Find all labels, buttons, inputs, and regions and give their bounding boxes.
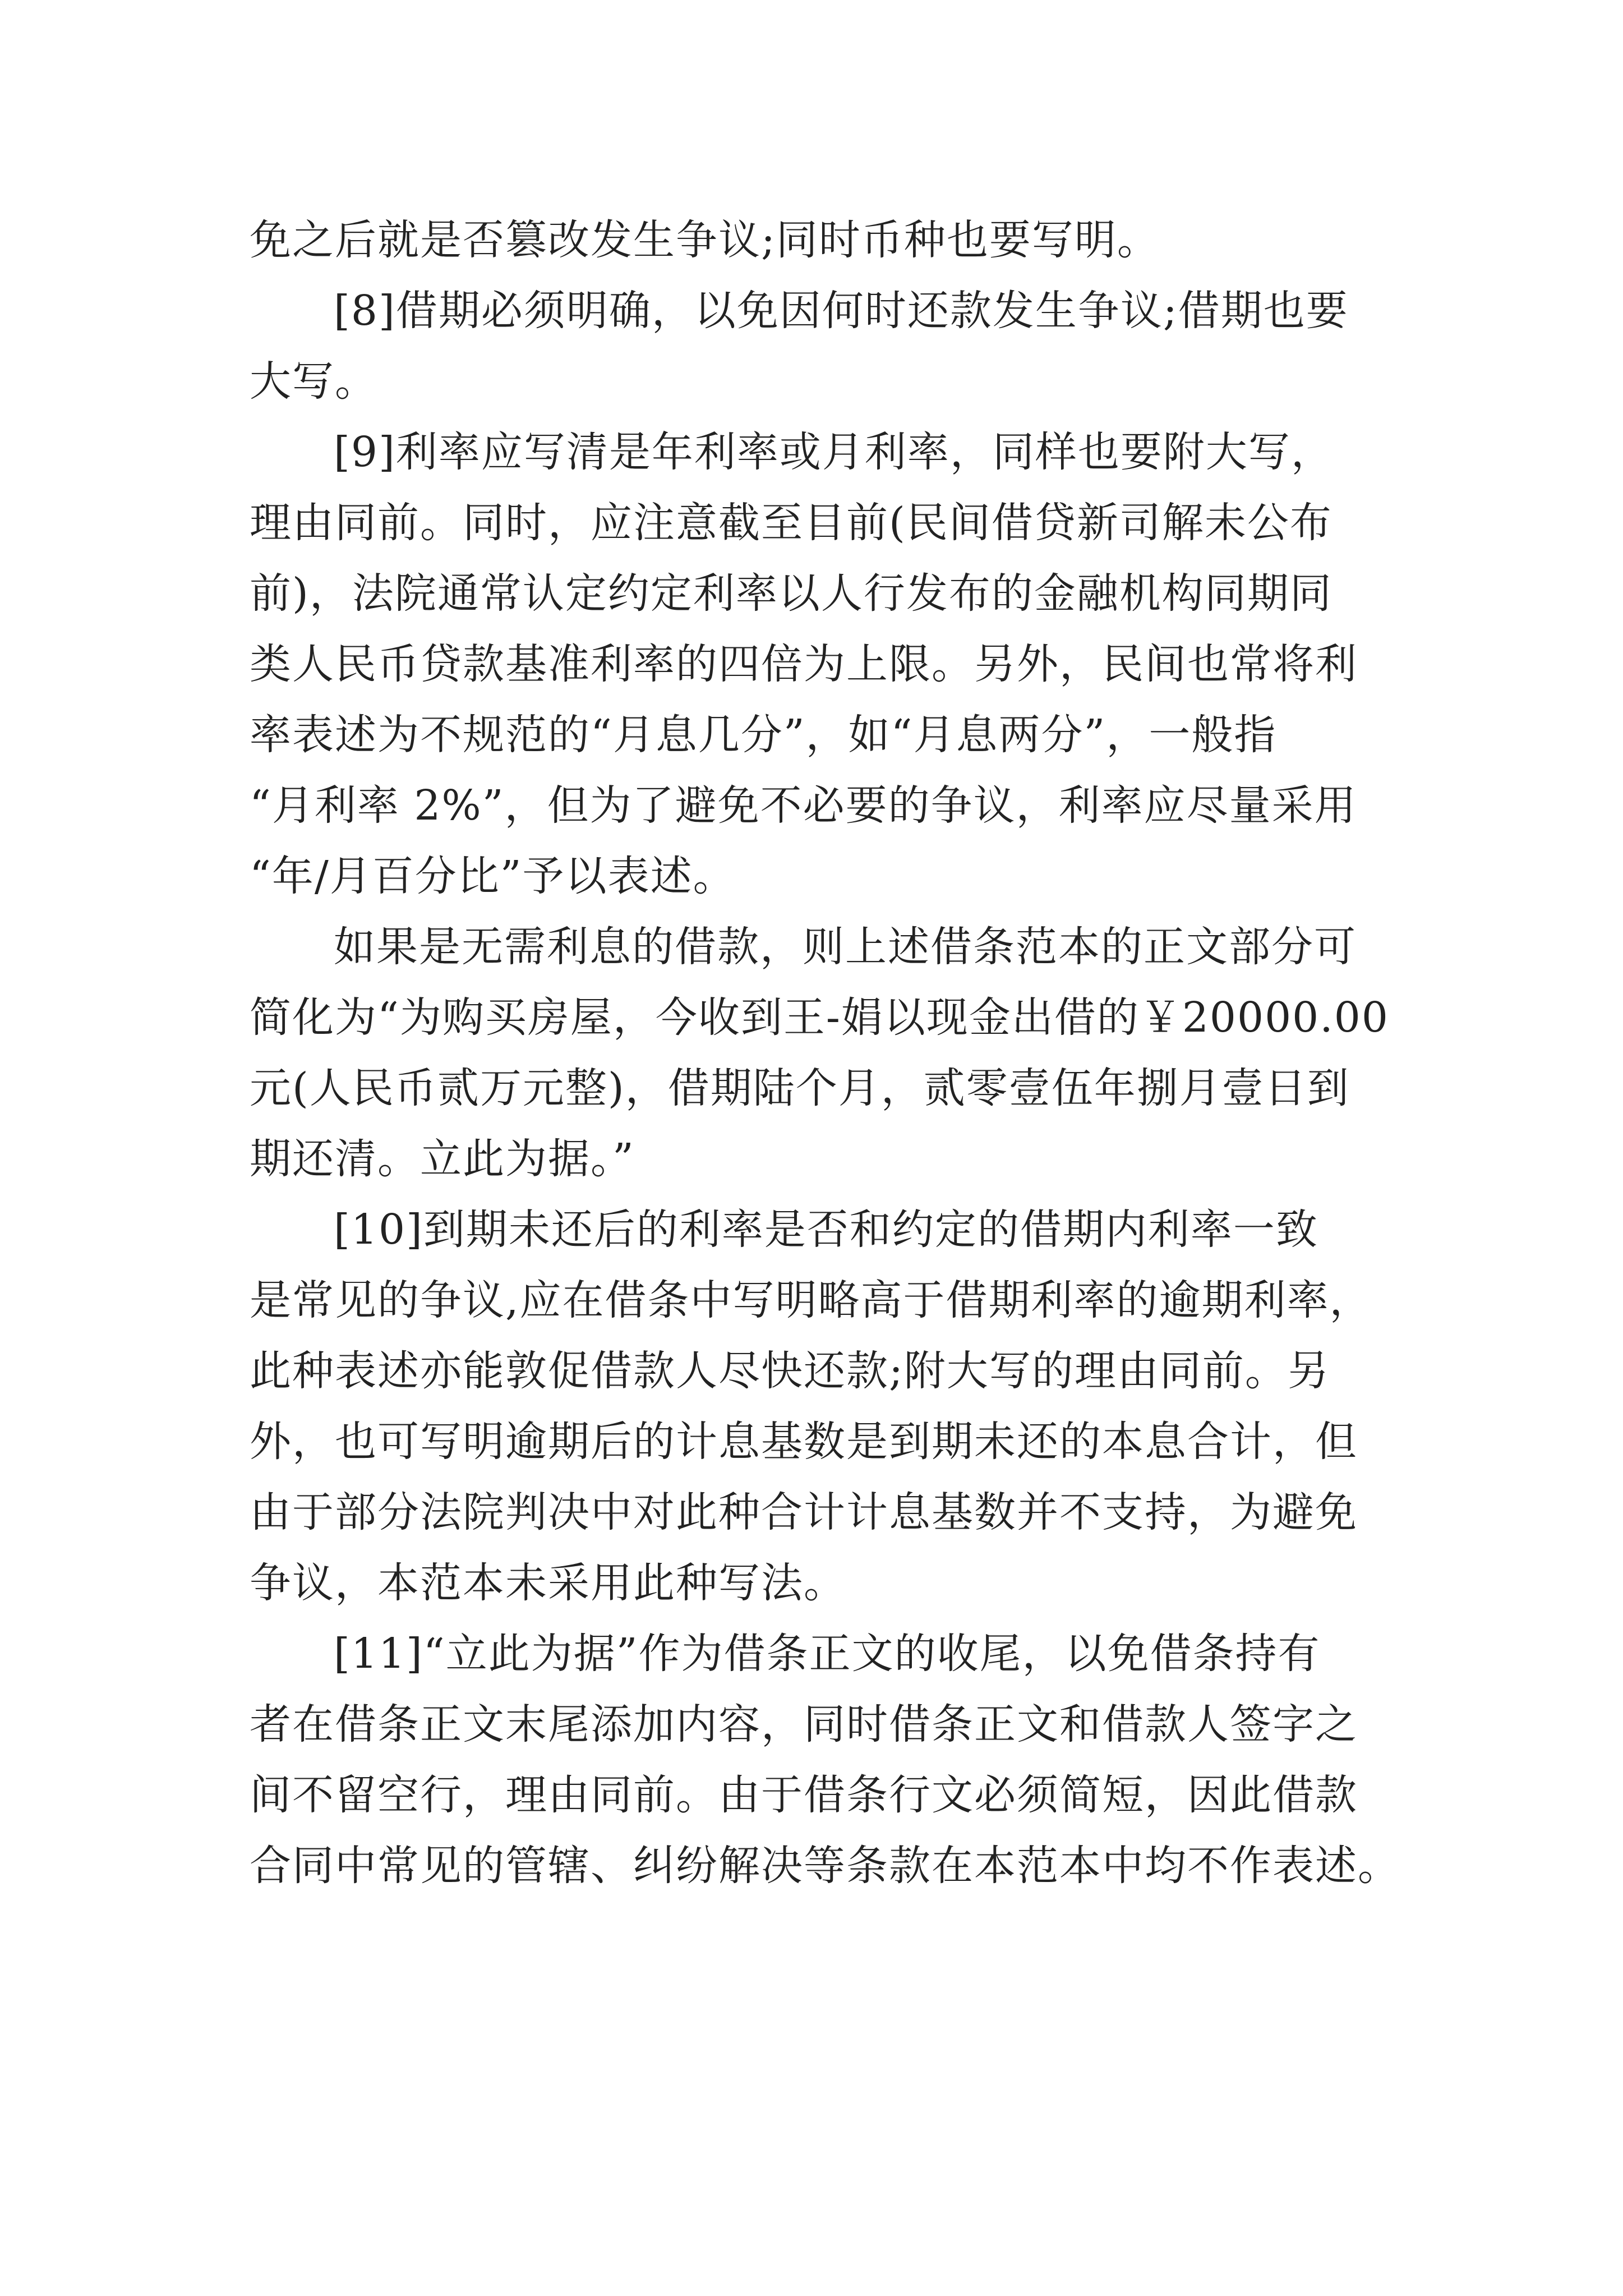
text-line: [9]利率应写清是年利率或月利率，同样也要附大写， [334, 428, 1334, 476]
text-line: 类人民币贷款基准利率的四倍为上限。另外，民间也常将利 [250, 640, 1358, 688]
text-line: 率表述为不规范的“月息几分”，如“月息两分”，一般指 [250, 711, 1277, 759]
text-line: 元(人民币贰万元整)，借期陆个月，贰零壹伍年捌月壹日到 [250, 1064, 1350, 1112]
text-line: 免之后就是否篡改发生争议;同时币种也要写明。 [250, 216, 1160, 264]
text-line: [8]借期必须明确，以免因何时还款发生争议;借期也要 [334, 287, 1349, 335]
text-line: “年/月百分比”予以表述。 [250, 852, 736, 900]
text-line: 是常见的争议,应在借条中写明略高于借期利率的逾期利率， [250, 1276, 1372, 1324]
text-line: 如果是无需利息的借款，则上述借条范本的正文部分可 [334, 923, 1357, 971]
text-line: 由于部分法院判决中对此种合计计息基数并不支持，为避免 [250, 1488, 1358, 1536]
text-line: 简化为“为购买房屋，今收到王-娟以现金出借的￥20000.00 [250, 993, 1389, 1042]
paragraph-p-note-10 [250, 1194, 1388, 1618]
text-line: “月利率 2%”，但为了避免不必要的争议，利率应尽量采用 [250, 781, 1357, 830]
text-line: 争议，本范本未采用此种写法。 [250, 1559, 846, 1607]
text-line: 者在借条正文末尾添加内容，同时借条正文和借款人签字之 [250, 1700, 1358, 1749]
text-line: 此种表述亦能敦促借款人尽快还款;附大写的理由同前。另 [250, 1347, 1330, 1395]
text-line: 理由同前。同时，应注意截至目前(民间借贷新司解未公布 [250, 499, 1332, 547]
text-line: 期还清。立此为据。” [250, 1135, 635, 1183]
paragraph-p-continued [250, 205, 1388, 275]
text-line: 外，也可写明逾期后的计息基数是到期未还的本息合计，但 [250, 1418, 1358, 1466]
text-line: 间不留空行，理由同前。由于借条行文必须简短，因此借款 [250, 1771, 1358, 1819]
body-text [250, 205, 1400, 1901]
paragraph-p-note-9 [250, 417, 1388, 912]
text-line: [11]“立此为据”作为借条正文的收尾，以免借条持有 [334, 1630, 1321, 1678]
text-line: 合同中常见的管辖、纠纷解决等条款在本范本中均不作表述。 [250, 1842, 1400, 1890]
paragraph-p-no-interest [250, 912, 1388, 1194]
text-line: 前)，法院通常认定约定利率以人行发布的金融机构同期同 [250, 569, 1332, 618]
text-line: 大写。 [250, 357, 377, 406]
paragraph-p-note-11 [250, 1618, 1400, 1901]
paragraph-p-note-8 [250, 275, 1388, 417]
text-line: [10]到期未还后的利率是否和约定的借期内利率一致 [334, 1205, 1318, 1254]
